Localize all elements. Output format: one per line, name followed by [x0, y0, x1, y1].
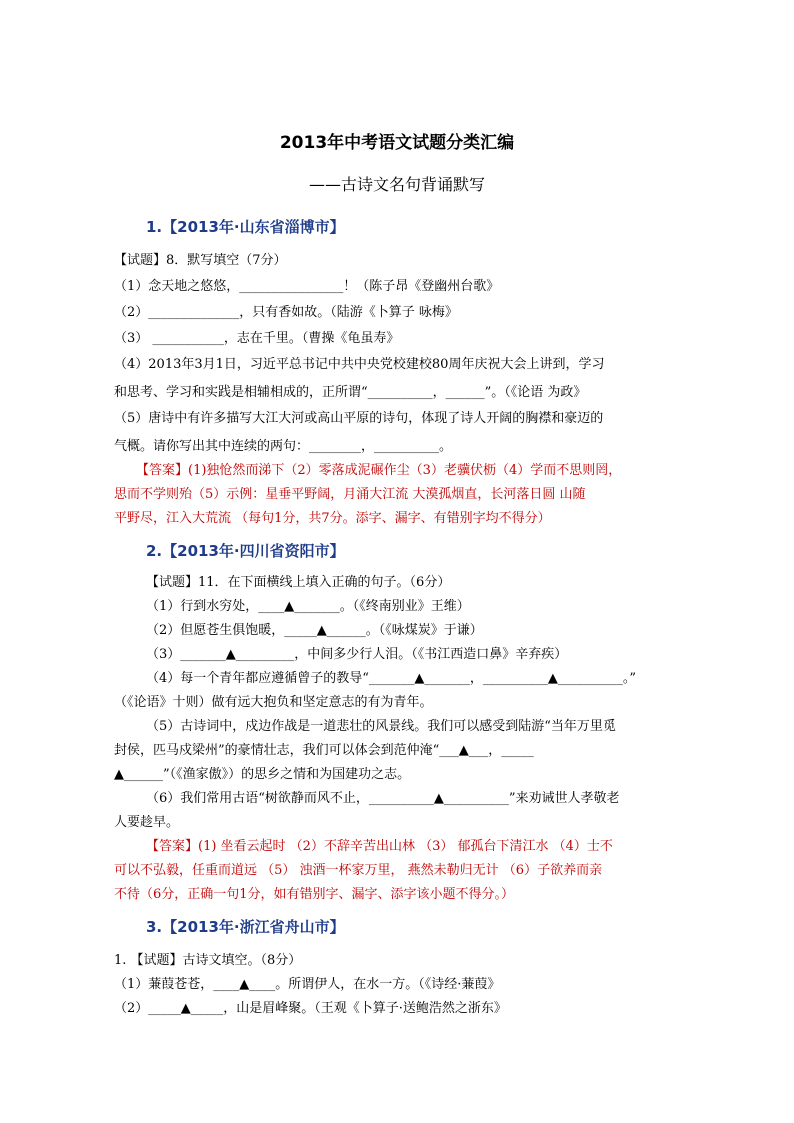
s2-answer-2: 可以不弘毅，任重而道远 （5） 浊酒一杯家万里， 燕然未勒归无计 （6）子欲养而亲: [114, 863, 603, 878]
section-3-heading: 3.【2013年·浙江省舟山市】: [146, 918, 345, 936]
s2-line-6: （《论语》十则）做有远大抱负和坚定意志的有为青年。: [114, 695, 433, 710]
s1-line-4: （3） ___________，志在千里。（曹操《龟虽寿》: [114, 331, 400, 346]
s1-answer-1: 【答案】(1)独怆然而涕下（2）零落成泥碾作尘（3）老骥伏枥（4）学而不思则罔，: [136, 463, 622, 478]
s1-answer-3: 平野尽，江入大荒流 （每句1分，共7分。添字、漏字、有错别字均不得分）: [114, 511, 551, 526]
s1-line-8: 气概。请你写出其中连续的两句：________，__________。: [114, 439, 453, 454]
s2-line-5: （4）每一个青年都应遵循曾子的教导“_______▲_______，__________▲__________。”: [146, 671, 637, 686]
s2-line-3: （2）但愿苍生俱饱暖，_____▲______。（《咏煤炭》于谦）: [146, 623, 483, 638]
s3-line-2: （1）蒹葭苍苍，____▲____。所谓伊人，在水一方。（《诗经·蒹葭》: [114, 977, 501, 992]
s2-line-2: （1）行到水穷处，____▲_______。（《终南别业》王维）: [146, 599, 470, 614]
s2-line-1: 【试题】11．在下面横线上填入正确的句子。（6分）: [146, 575, 451, 590]
section-1-heading: 1.【2013年·山东省淄博市】: [146, 218, 345, 236]
s2-line-11: 人要趁早。: [114, 815, 180, 830]
s1-line-5: （4）2013年3月1日，习近平总书记中共中央党校建校80周年庆祝大会上讲到，学习: [114, 357, 605, 372]
s1-line-1: 【试题】8．默写填空（7分）: [114, 253, 287, 268]
s1-line-6: 和思考、学习和实践是相辅相成的，正所谓“__________，______”。（《论语 为政》: [114, 385, 587, 400]
s2-answer-3: 不待（6分，正确一句1分，如有错别字、漏字、添字该小题不得分。）: [114, 887, 515, 902]
s1-line-7: （5）唐诗中有许多描写大江大河或高山平原的诗句，体现了诗人开阔的胸襟和豪迈的: [114, 411, 604, 426]
s3-line-1: 1. 【试题】古诗文填空。（8分）: [114, 953, 302, 968]
s2-answer-1: 【答案】(1) 坐看云起时 （2）不辞辛苦出山林 （3） 郁孤台下清江水 （4）士不: [146, 839, 613, 854]
s2-line-4: （3）_______▲_________，中间多少行人泪。（《书江西造口鼻》辛弃疾）: [146, 647, 568, 662]
s2-line-7: （5）古诗词中，戍边作战是一道悲壮的风景线。我们可以感受到陆游“当年万里觅: [146, 719, 616, 734]
s1-line-2: （1）念天地之悠悠，________________！（陈子昂《登幽州台歌》: [114, 279, 500, 294]
s1-line-3: （2）______________，只有香如故。（陆游《卜算子 咏梅》: [114, 305, 458, 320]
s1-answer-2: 思而不学则殆（5）示例：星垂平野阔，月涌大江流 大漠孤烟直，长河落日圆 山随: [114, 487, 586, 502]
document-title: 2013年中考语文试题分类汇编: [279, 133, 515, 153]
s2-line-10: （6）我们常用古语“树欲静而风不止，__________▲__________”来劝诫世人孝敬老: [146, 791, 620, 806]
section-2-heading: 2.【2013年·四川省资阳市】: [146, 542, 345, 560]
document-subtitle: ——古诗文名句背诵默写: [308, 175, 485, 194]
s2-line-8: 封侯，匹马戍梁州”的豪情壮志，我们可以体会到范仲淹“___▲___，_____: [114, 743, 534, 758]
s3-line-3: （2）_____▲_____，山是眉峰聚。（王观《卜算子·送鲍浩然之浙东》: [114, 1001, 507, 1016]
s2-line-9: ▲______”（《渔家傲》）的思乡之情和为国建功之志。: [114, 767, 411, 782]
